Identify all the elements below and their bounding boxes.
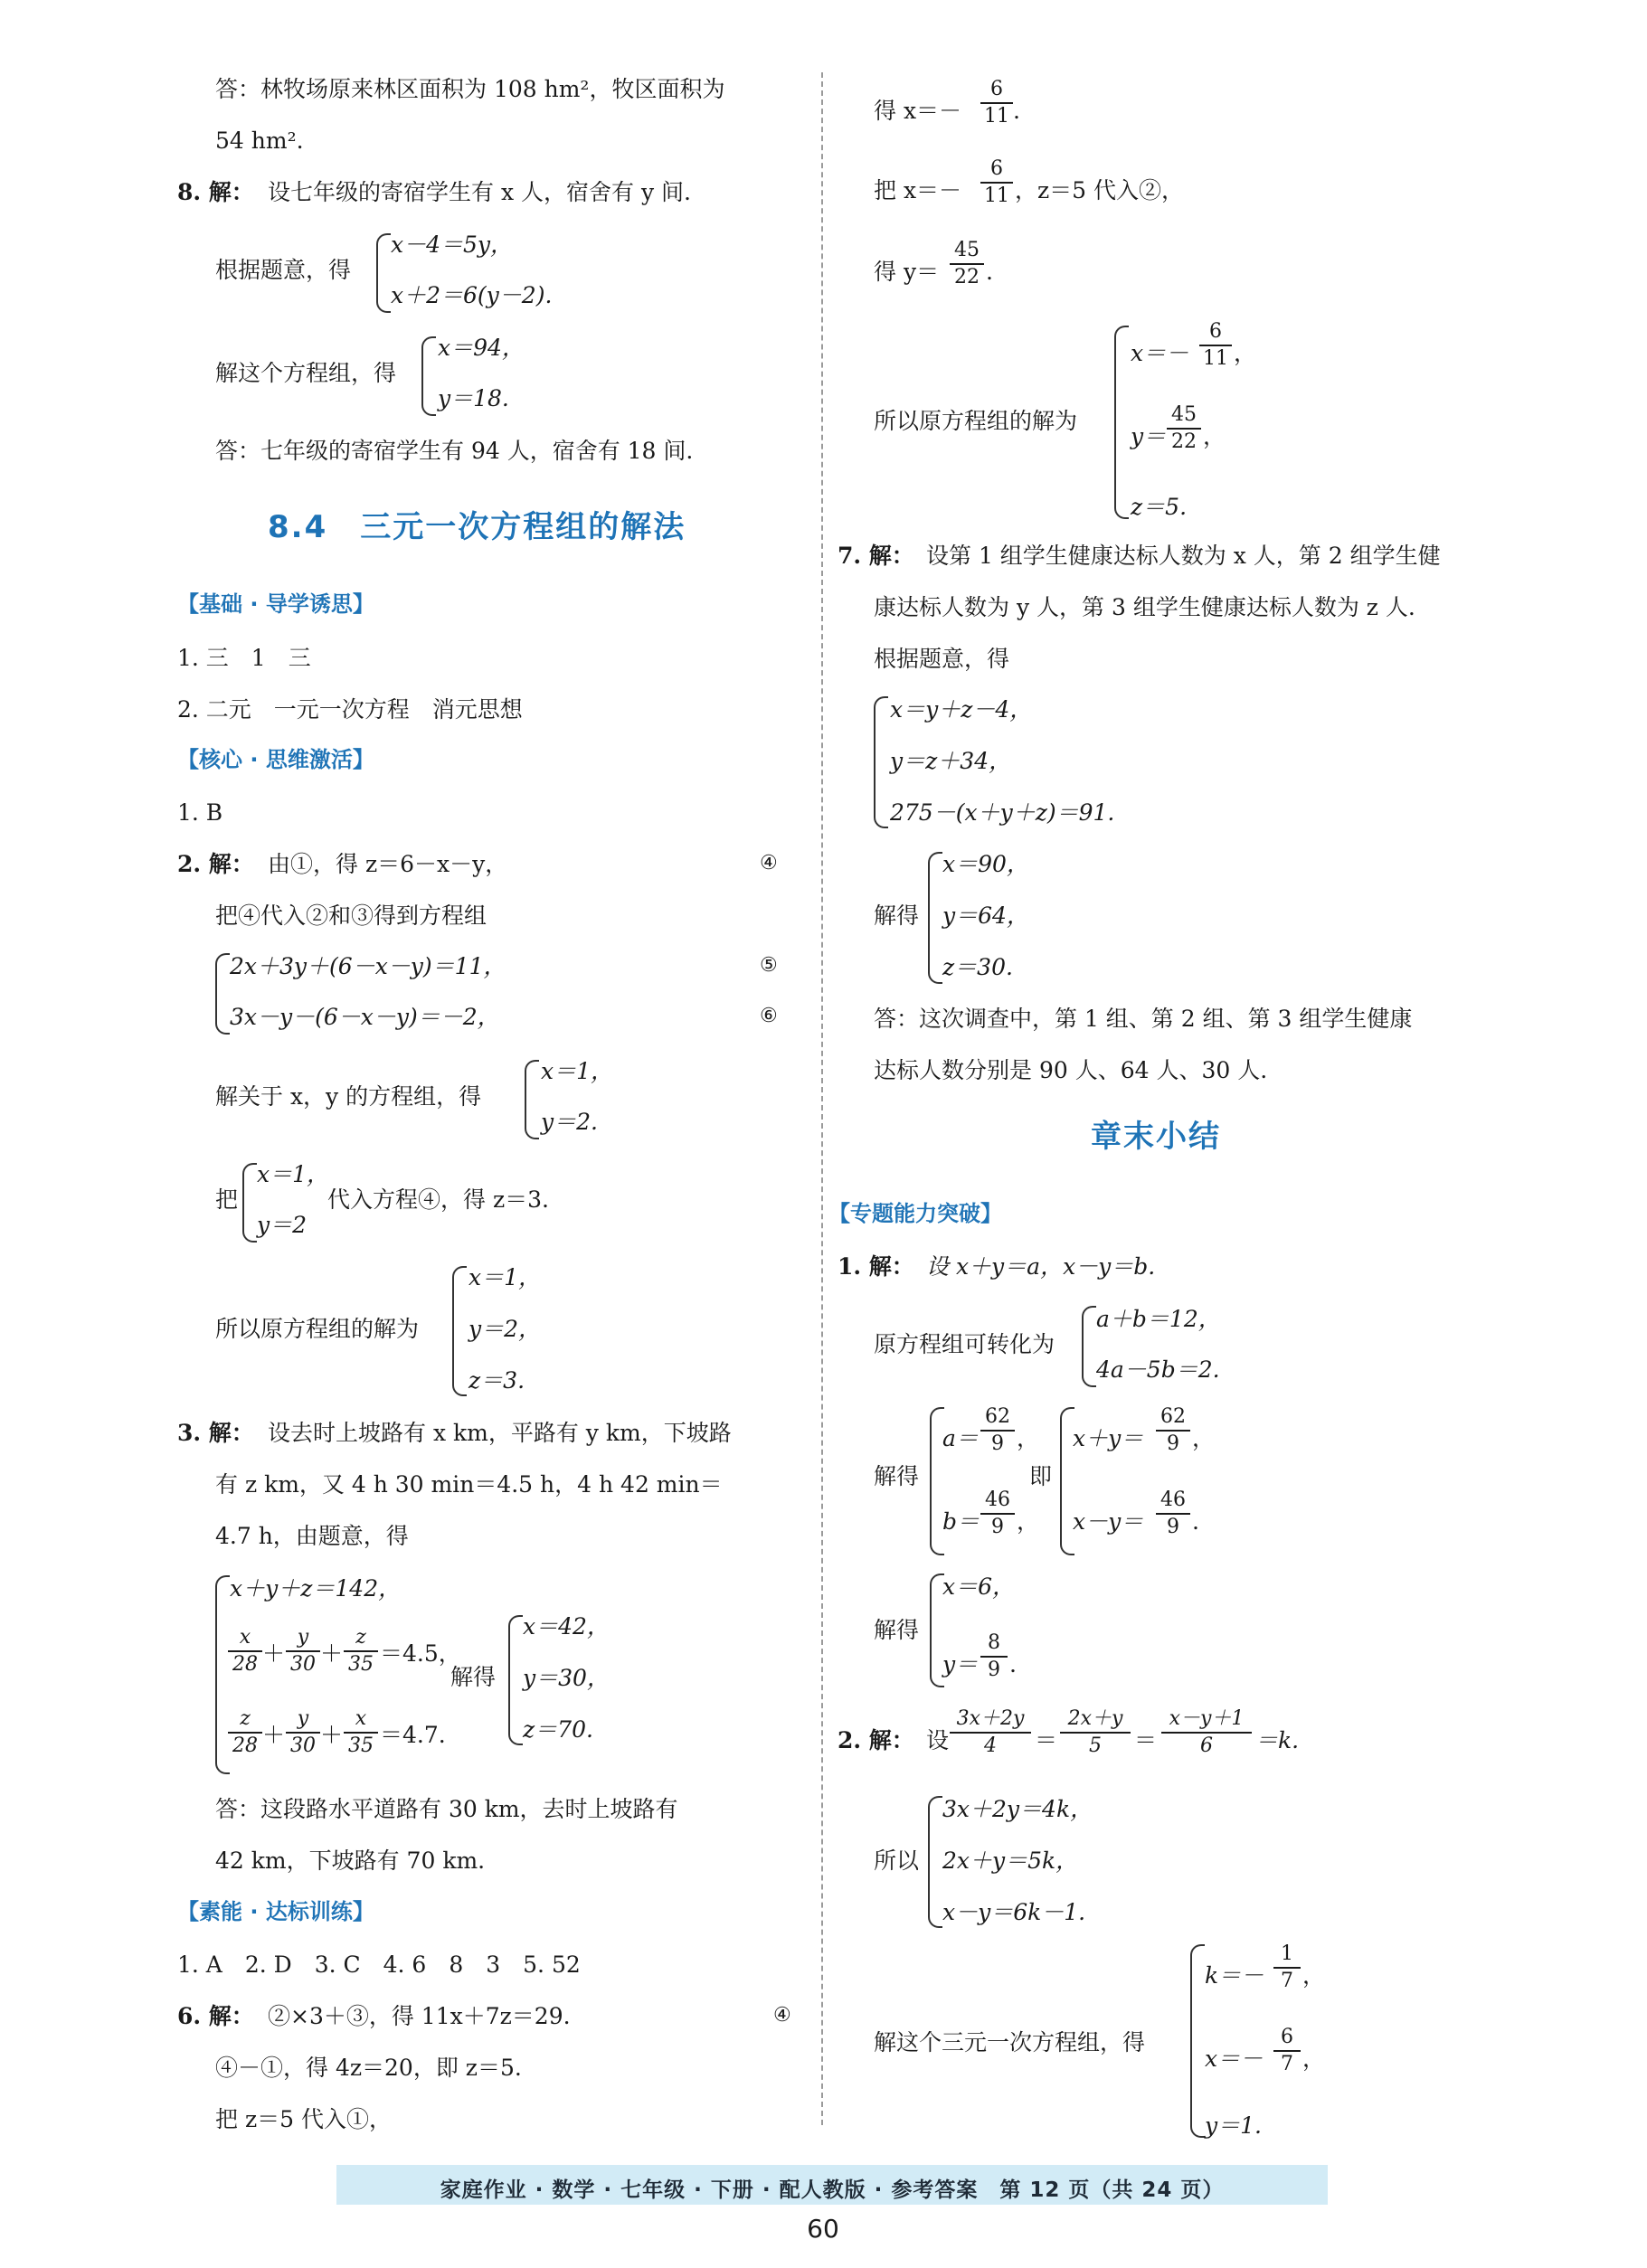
q7-sol-y: y＝64，: [942, 902, 1029, 929]
t1-eq1: a＋b＝12，: [1096, 1306, 1221, 1332]
q3-eq3-op1: ＋: [262, 1722, 286, 1748]
core-q2-sub-brace: [242, 1163, 257, 1243]
core-q2-label: 2. 解：: [177, 851, 254, 877]
q8-answer: 答：七年级的寄宿学生有 94 人，宿舍有 18 间.: [215, 438, 694, 464]
circled-4-marker: ④: [760, 852, 778, 874]
core-q2-sub-pre: 把: [215, 1186, 239, 1213]
t1-a-pre: a＝: [942, 1425, 979, 1451]
core-q2-final-y: y＝2，: [469, 1316, 542, 1342]
subsection-basic: 【基础 · 导学诱思】: [177, 591, 374, 617]
q8-label: 8. 解：: [177, 179, 254, 205]
t2-system-brace: [928, 1796, 942, 1928]
t1-a-frac: $\frac{62}{9}$: [980, 1407, 1015, 1454]
t1-b-frac: $\frac{46}{9}$: [980, 1490, 1015, 1537]
subsection-ability: 【专题能力突破】: [828, 1201, 1002, 1226]
t1-final-x: x＝6，: [942, 1573, 1016, 1600]
q8-eq2: x＋2＝6(y－2).: [391, 282, 553, 308]
t1-c1-post: ，: [1192, 1425, 1216, 1451]
q7-eq1: x＝y＋z－4，: [890, 696, 1033, 723]
q8-sol2: y＝18.: [438, 385, 509, 411]
core-q2-final-brace: [452, 1266, 467, 1396]
core-q2-sub-y: y＝2: [257, 1212, 308, 1238]
t2-post: ＝k.: [1255, 1727, 1300, 1753]
t1-final-y-pre: y＝: [942, 1651, 979, 1677]
q7-line3: 根据题意，得: [874, 646, 1010, 672]
r-line1-frac: $\frac{6}{11}$: [980, 80, 1013, 127]
core-q3-label: 3. 解：: [177, 1420, 254, 1446]
r-line2-post: ，z＝5 代入②，: [1015, 177, 1185, 203]
q7-system-brace: [874, 696, 888, 828]
core-q2-eq5: 2x＋3y＋(6－x－y)＝11，: [230, 953, 506, 979]
q7-solve: 解得: [874, 902, 920, 929]
prev-answer-line1: 答：林牧场原来林区面积为 108 hm²，牧区面积为: [215, 76, 725, 102]
core-q2-eq6: 3x－y－(6－x－y)＝－2，: [230, 1004, 500, 1030]
core-q3-sol-y: y＝30，: [523, 1665, 610, 1691]
t2-label: 2. 解：: [838, 1727, 914, 1753]
practice-q6-line2: ④－①，得 4z＝20，即 z＝5.: [215, 2055, 522, 2081]
core-q3-answer2: 42 km，下坡路有 70 km.: [215, 1847, 486, 1874]
t1-c1-frac: $\frac{62}{9}$: [1156, 1407, 1190, 1454]
t2-x-frac: $\frac{6}{7}$: [1273, 2027, 1301, 2074]
t1-solve: 解得: [874, 1463, 920, 1489]
t2-solution-brace: [1190, 1944, 1205, 2138]
q3-eq3-frac3: $\frac{x}{35}$: [344, 1709, 378, 1756]
t1-a-post: ，: [1017, 1425, 1040, 1451]
t1-final-y-post: .: [1009, 1651, 1017, 1677]
q7-solution-brace: [928, 852, 942, 984]
t2-eq-b: 2x＋y＝5k，: [942, 1847, 1079, 1874]
q7-label: 7. 解：: [838, 543, 914, 569]
q8-sol1: x＝94，: [438, 335, 525, 361]
q8-intro: 根据题意，得: [215, 257, 352, 283]
t1-b-post: ，: [1017, 1508, 1040, 1535]
q7-answer2: 达标人数分别是 90 人、64 人、30 人.: [874, 1057, 1268, 1083]
t1-line2: 原方程组可转化为: [874, 1331, 1055, 1357]
t2-eq2: ＝: [1134, 1727, 1158, 1753]
t2-frac3: $\frac{x-y+1}{6}$: [1161, 1709, 1252, 1756]
subsection-practice: 【素能 · 达标训练】: [177, 1899, 374, 1924]
core-q2-line1: 由①，得 z＝6－x－y，: [268, 851, 508, 877]
page-number: 60: [807, 2214, 839, 2244]
practice-q6-line3: 把 z＝5 代入①，: [215, 2106, 392, 2132]
t1-eq2: 4a－5b＝2.: [1096, 1356, 1220, 1383]
core-q1: 1. B: [177, 799, 223, 826]
practice-q6-line1: ②×3＋③，得 11x＋7z＝29.: [268, 2003, 571, 2029]
prev-answer-line2: 54 hm².: [215, 128, 304, 154]
t1-b-pre: b＝: [942, 1508, 980, 1535]
section-title: 8.4 三元一次方程组的解法: [268, 509, 686, 545]
circled-4-marker-q6: ④: [773, 2004, 791, 2027]
q3-eq2-op1: ＋: [262, 1640, 286, 1667]
t1-c2-post: .: [1192, 1508, 1199, 1535]
t2-eq-c: x－y＝6k－1.: [942, 1899, 1086, 1925]
q3-eq2-frac1: $\frac{x}{28}$: [228, 1628, 262, 1675]
core-q3-line2: 有 z km，又 4 h 30 min＝4.5 h，4 h 42 min＝: [215, 1471, 723, 1498]
core-q2-y: y＝2.: [541, 1109, 598, 1135]
r-final-x-post: ，: [1234, 340, 1257, 366]
q8-eq1: x－4＝5y，: [391, 232, 514, 258]
practice-q1-5: 1. A 2. D 3. C 4. 6 8 3 5. 52: [177, 1951, 581, 1978]
t2-eq-a: 3x＋2y＝4k，: [942, 1796, 1093, 1822]
r-final-intro: 所以原方程组的解为: [874, 408, 1078, 434]
r-final-z: z＝5.: [1131, 494, 1188, 520]
r-line3-frac: $\frac{45}{22}$: [950, 241, 984, 288]
t1-c2-pre: x－y＝: [1073, 1508, 1144, 1535]
t1-label: 1. 解：: [838, 1253, 914, 1280]
core-q3-answer1: 答：这段路水平道路有 30 km，去时上坡路有: [215, 1796, 678, 1822]
t2-y: y＝1.: [1205, 2112, 1262, 2139]
core-q3-solve: 解得: [450, 1664, 497, 1690]
core-q2-solve: 解关于 x，y 的方程组，得: [215, 1083, 482, 1110]
q3-eq3-tail: ＝4.7.: [380, 1722, 446, 1748]
t1-ji: 即: [1029, 1463, 1053, 1489]
core-q2-xy-brace: [525, 1060, 539, 1139]
circled-5-marker: ⑤: [760, 954, 778, 977]
r-final-y-post: ，: [1203, 423, 1226, 449]
core-q2-final-x: x＝1，: [469, 1264, 542, 1290]
q8-solution-brace: [421, 336, 436, 416]
core-q3-sol-z: z＝70.: [523, 1716, 593, 1743]
core-q2-system-brace: [215, 953, 230, 1035]
core-q2-x: x＝1，: [541, 1058, 614, 1084]
q8-solve: 解这个方程组，得: [215, 360, 397, 386]
t2-solve: 解这个三元一次方程组，得: [874, 2029, 1146, 2055]
t1-line1: 设 x＋y＝a，x－y＝b.: [926, 1253, 1156, 1280]
q3-eq3-frac1: $\frac{z}{28}$: [228, 1709, 262, 1756]
q3-eq2-frac2: $\frac{y}{30}$: [286, 1628, 320, 1675]
q3-eq3-frac2: $\frac{y}{30}$: [286, 1709, 320, 1756]
core-q2-sub-post: 代入方程④，得 z＝3.: [327, 1186, 549, 1213]
q7-eq3: 275－(x＋y＋z)＝91.: [890, 799, 1115, 826]
t2-frac2: $\frac{2x+y}{5}$: [1060, 1709, 1131, 1756]
column-divider: [821, 72, 823, 2125]
t1-final-y-frac: $\frac{8}{9}$: [980, 1633, 1008, 1680]
q3-eq2-tail: ＝4.5，: [380, 1640, 461, 1667]
core-q2-final-z: z＝3.: [469, 1367, 525, 1394]
t2-pre: 设: [926, 1727, 950, 1753]
core-q3-line3: 4.7 h，由题意，得: [215, 1523, 409, 1549]
r-final-y-pre: y＝: [1131, 423, 1167, 449]
q7-sol-x: x＝90，: [942, 851, 1029, 877]
t1-system-brace: [1082, 1306, 1096, 1387]
t2-x-pre: x＝－: [1205, 2046, 1264, 2072]
q3-eq2-frac3: $\frac{z}{35}$: [344, 1628, 378, 1675]
core-q3-line1: 设去时上坡路有 x km，平路有 y km，下坡路: [268, 1420, 732, 1446]
t2-x-post: ，: [1302, 2046, 1326, 2072]
chapter-summary-title: 章末小结: [1091, 1119, 1221, 1155]
q8-setup: 设七年级的寄宿学生有 x 人，宿舍有 y 间.: [268, 179, 691, 205]
t1-c2-frac: $\frac{46}{9}$: [1156, 1490, 1190, 1537]
q3-eq2-op2: ＋: [320, 1640, 344, 1667]
t2-k-post: ，: [1302, 1962, 1326, 1989]
q7-line1: 设第 1 组学生健康达标人数为 x 人，第 2 组学生健: [926, 543, 1441, 569]
r-line3-pre: 得 y＝: [874, 259, 940, 285]
t2-k-frac: $\frac{1}{7}$: [1273, 1944, 1301, 1991]
r-line1-pre: 得 x＝－: [874, 98, 962, 124]
r-final-x-frac: $\frac{6}{11}$: [1199, 322, 1232, 369]
core-q2-final: 所以原方程组的解为: [215, 1316, 420, 1342]
core-q2-line2: 把④代入②和③得到方程组: [215, 902, 487, 929]
core-q2-sub-x: x＝1，: [257, 1161, 330, 1187]
t2-so: 所以: [874, 1847, 920, 1874]
core-q3-solution-brace: [508, 1615, 523, 1745]
r-final-y-frac: $\frac{45}{22}$: [1167, 405, 1201, 452]
r-final-brace: [1114, 326, 1129, 519]
circled-6-marker: ⑥: [760, 1005, 778, 1027]
basic-q1: 1. 三 1 三: [177, 645, 311, 671]
core-q3-eq1: x＋y＋z＝142，: [230, 1575, 402, 1602]
r-final-x-pre: x＝－: [1131, 340, 1189, 366]
t1-c1-pre: x＋y＝: [1073, 1425, 1144, 1451]
q7-answer1: 答：这次调查中，第 1 组、第 2 组、第 3 组学生健康: [874, 1006, 1413, 1032]
basic-q2: 2. 二元 一元一次方程 消元思想: [177, 696, 523, 723]
r-line2-frac: $\frac{6}{11}$: [980, 159, 1013, 206]
subsection-core: 【核心 · 思维激活】: [177, 747, 374, 772]
core-q3-sol-x: x＝42，: [523, 1613, 610, 1640]
t2-k-pre: k＝－: [1205, 1962, 1264, 1989]
practice-q6-label: 6. 解：: [177, 2003, 254, 2029]
r-line1-post: .: [1013, 98, 1020, 124]
footer-text: 家庭作业 · 数学 · 七年级 · 下册 · 配人教版 · 参考答案 第 12 页（共 24 页）: [440, 2178, 1225, 2202]
q7-line2: 康达标人数为 y 人，第 3 组学生健康达标人数为 z 人.: [874, 594, 1415, 620]
q8-system-brace: [376, 233, 391, 313]
t2-eq1: ＝: [1035, 1727, 1058, 1753]
r-line2-pre: 把 x＝－: [874, 177, 962, 203]
q3-eq3-op2: ＋: [320, 1722, 344, 1748]
t1-solve2: 解得: [874, 1617, 920, 1643]
q7-eq2: y＝z＋34，: [890, 748, 1012, 774]
r-line3-post: .: [986, 259, 993, 285]
t2-frac1: $\frac{3x+2y}{4}$: [950, 1709, 1031, 1756]
q7-sol-z: z＝30.: [942, 954, 1013, 980]
